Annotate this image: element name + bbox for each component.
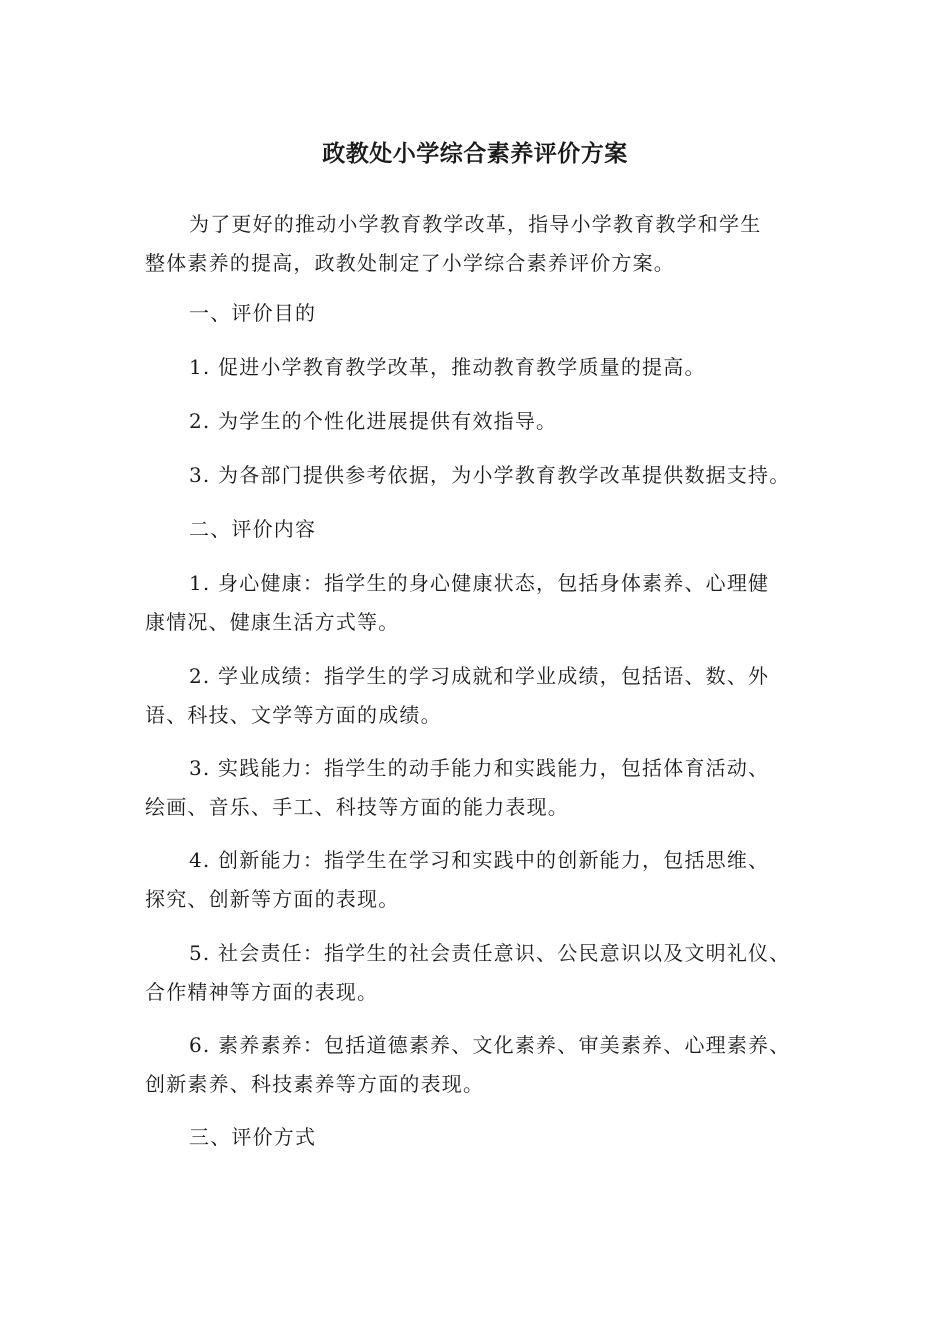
list-item-text: 3. 为各部门提供参考依据，为小学教育教学改革提供数据支持。 [189,463,791,487]
list-item-line: 6. 素养素养：包括道德素养、文化素养、审美素养、心理素养、 [189,1033,791,1057]
section-heading-method [145,1118,810,1157]
content-item-2 [145,657,810,735]
purpose-item-3 [145,456,810,495]
content-item-6 [145,1026,810,1104]
list-item-line: 合作精神等方面的表现。 [145,980,379,1004]
section-heading-content [145,510,810,549]
list-item-text: 1. 促进小学教育教学改革，推动教育教学质量的提高。 [189,355,706,379]
list-item-text: 2. 为学生的个性化进展提供有效指导。 [189,409,558,433]
content-item-4 [145,841,810,919]
list-item-line: 探究、创新等方面的表现。 [145,887,400,911]
list-item-line: 1. 身心健康：指学生的身心健康状态，包括身体素养、心理健 [189,571,770,595]
intro-line-1: 为了更好的推动小学教育教学改革，指导小学教育教学和学生 [189,212,762,236]
list-item-line: 4. 创新能力：指学生在学习和实践中的创新能力，包括思维、 [189,848,770,872]
list-item-line: 3. 实践能力：指学生的动手能力和实践能力，包括体育活动、 [189,756,770,780]
list-item-line: 5. 社会责任：指学生的社会责任意识、公民意识以及文明礼仪、 [189,941,791,965]
document-title: 政教处小学综合素养评价方案 [322,141,628,167]
section-heading-text: 二、评价内容 [189,517,317,541]
content-item-3 [145,749,810,827]
purpose-item-2 [145,402,810,441]
section-heading-text: 一、评价目的 [189,301,317,325]
section-heading-purpose [145,294,810,333]
list-item-line: 康情况、健康生活方式等。 [145,610,400,634]
intro-paragraph [145,205,810,283]
section-heading-text: 三、评价方式 [189,1125,317,1149]
list-item-line: 创新素养、科技素养等方面的表现。 [145,1072,485,1096]
content-item-1 [145,564,810,642]
list-item-line: 绘画、音乐、手工、科技等方面的能力表现。 [145,795,569,819]
list-item-line: 2. 学业成绩：指学生的学习成就和学业成绩，包括语、数、外 [189,664,770,688]
intro-line-2: 整体素养的提高，政教处制定了小学综合素养评价方案。 [145,251,675,275]
list-item-line: 语、科技、文学等方面的成绩。 [145,703,442,727]
content-item-5 [145,934,810,1012]
purpose-item-1 [145,348,810,387]
